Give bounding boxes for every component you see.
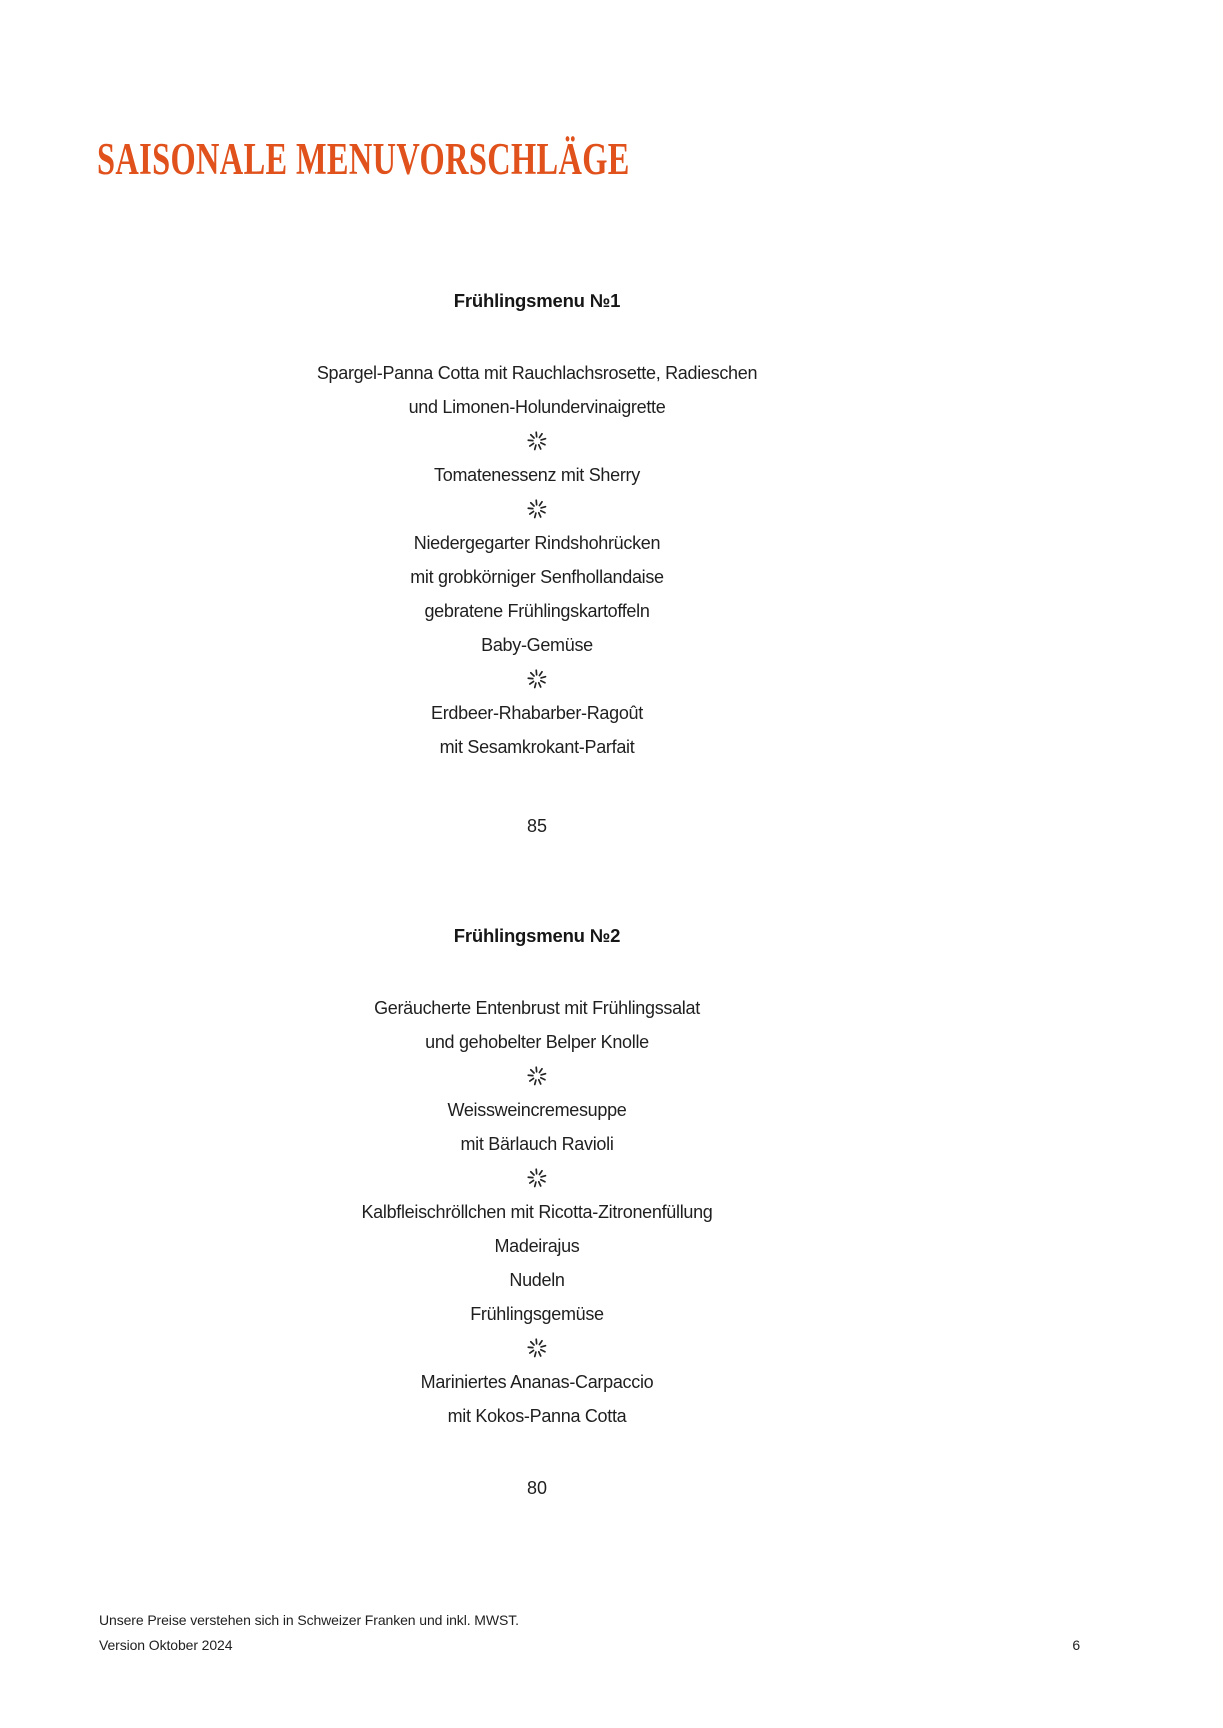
burst-ornament-icon: [523, 1166, 551, 1190]
footer-price-note: Unsere Preise verstehen sich in Schweizer Franken und inkl. MWST.: [99, 1612, 519, 1628]
burst-ornament-icon: [523, 429, 551, 453]
menu-block-2: [97, 919, 977, 1505]
menu-1-heading: Frühlingsmenu №1: [453, 290, 621, 311]
menu-line: gebratene Frühlingskartoffeln: [424, 601, 650, 621]
menu-line: Erdbeer-Rhabarber-Ragoût: [431, 703, 643, 723]
course-separator: [97, 1331, 977, 1365]
menu-line: und Limonen-Holundervinaigrette: [408, 397, 666, 417]
burst-ornament-icon: [523, 1336, 551, 1360]
menu-1-price: 85: [526, 816, 548, 836]
menu-line: Spargel-Panna Cotta mit Rauchlachsrosette, Radieschen: [316, 363, 758, 383]
menu-line: Tomatenessenz mit Sherry: [434, 465, 640, 485]
menu-line: Kalbfleischröllchen mit Ricotta-Zitronenfüllung: [361, 1202, 713, 1222]
menu-2-price: 80: [526, 1478, 548, 1498]
footer-row: [99, 1633, 1080, 1658]
menu-line: Frühlingsgemüse: [470, 1304, 604, 1324]
page-title: SAISONALE MENUVORSCHLÄGE: [97, 134, 630, 184]
page-number: 6: [1072, 1637, 1080, 1653]
menu-line: Mariniertes Ananas-Carpaccio: [420, 1372, 654, 1392]
menu-line: Madeirajus: [494, 1236, 580, 1256]
burst-ornament-icon: [523, 667, 551, 691]
menu-line: mit Kokos-Panna Cotta: [447, 1406, 627, 1426]
menu-line: mit Sesamkrokant-Parfait: [439, 737, 635, 757]
menu-line: Baby-Gemüse: [481, 635, 593, 655]
menu-column: [97, 284, 977, 1505]
menu-line: Geräucherte Entenbrust mit Frühlingssalat: [374, 998, 700, 1018]
menu-line: Niedergegarter Rindshohrücken: [413, 533, 661, 553]
footer-version: Version Oktober 2024: [99, 1637, 233, 1653]
course-separator: [97, 492, 977, 526]
course-separator: [97, 662, 977, 696]
menu-line: Nudeln: [509, 1270, 565, 1290]
menu-line: Weissweincremesuppe: [447, 1100, 627, 1120]
course-separator: [97, 1059, 977, 1093]
menu-line: und gehobelter Belper Knolle: [425, 1032, 649, 1052]
course-separator: [97, 424, 977, 458]
burst-ornament-icon: [523, 497, 551, 521]
burst-ornament-icon: [523, 1064, 551, 1088]
menu-line: mit Bärlauch Ravioli: [460, 1134, 614, 1154]
menu-block-1: [97, 284, 977, 843]
course-separator: [97, 1161, 977, 1195]
menu-2-heading: Frühlingsmenu №2: [453, 925, 621, 946]
page-footer: [99, 1608, 1080, 1658]
menu-line: mit grobkörniger Senfhollandaise: [410, 567, 664, 587]
